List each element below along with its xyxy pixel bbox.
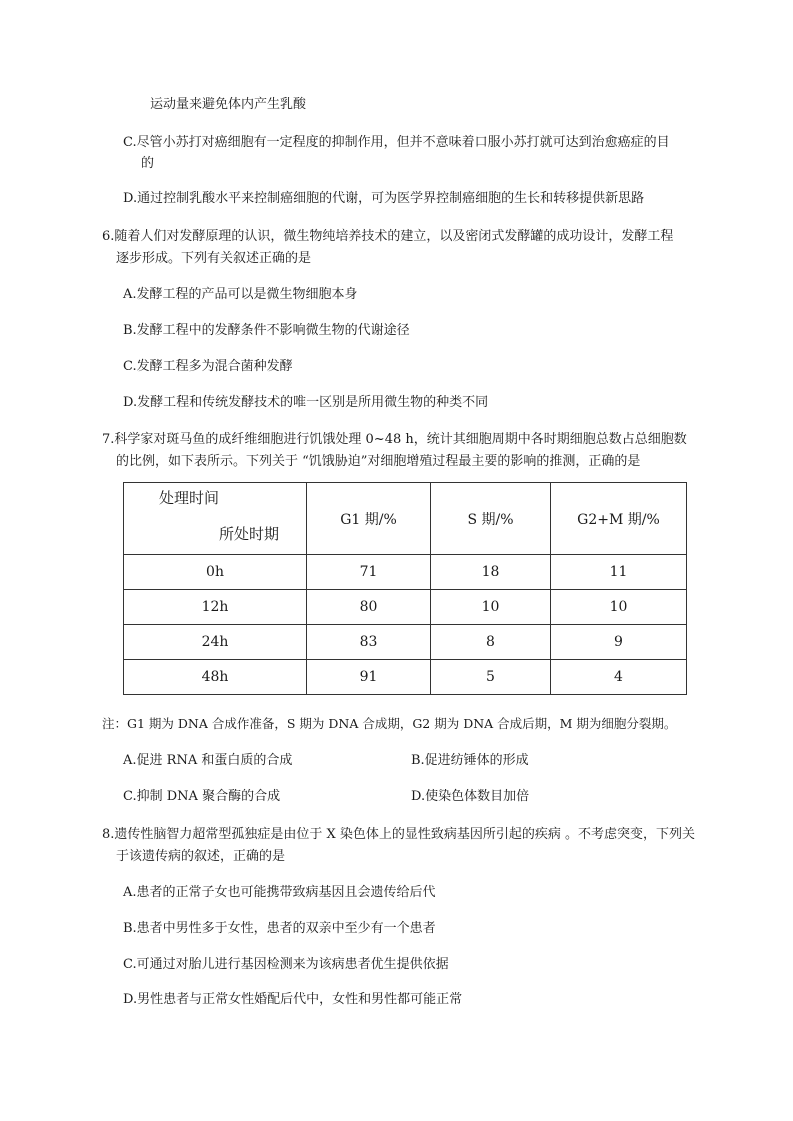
table-cell: 91 <box>307 660 431 695</box>
q6-option-a: A.发酵工程的产品可以是微生物细胞本身 <box>123 287 358 302</box>
corner-label-treatment-time: 处理时间 <box>159 489 220 507</box>
q8-stem-line1: 8.遗传性脑智力超常型孤独症是由位于 X 染色体上的显性致病基因所引起的疾病 。不考虑突变，下列关 <box>102 827 696 842</box>
table-cell: 18 <box>431 555 551 590</box>
column-header: G1 期/% <box>307 483 431 555</box>
table-cell: 80 <box>307 590 431 625</box>
table-corner-cell <box>124 483 307 555</box>
q6-option-b: B.发酵工程中的发酵条件不影响微生物的代谢途径 <box>123 323 410 338</box>
table-cell: 10 <box>551 590 687 625</box>
table-cell: 71 <box>307 555 431 590</box>
q7-stem-line1: 7.科学家对斑马鱼的成纤维细胞进行饥饿处理 0~48 h，统计其细胞周期中各时期细胞总数占总细胞数 <box>102 432 687 447</box>
table-header-row <box>124 483 687 555</box>
table-row <box>124 660 687 695</box>
table-cell: 4 <box>551 660 687 695</box>
q8-stem-line2: 于该遗传病的叙述，正确的是 <box>116 849 286 864</box>
q6-stem-line1: 6.随着人们对发酵原理的认识，微生物纯培养技术的建立，以及密闭式发酵罐的成功设计，发酵工程 <box>102 229 674 244</box>
q6-stem-line2: 逐步形成。下列有关叙述正确的是 <box>116 251 312 266</box>
corner-label-phase: 所处时期 <box>219 525 280 543</box>
q6-option-c: C.发酵工程多为混合菌种发酵 <box>123 359 293 374</box>
column-header: G2+M 期/% <box>551 483 687 555</box>
q5-option-c-line1: C.尽管小苏打对癌细胞有一定程度的抑制作用，但并不意味着口服小苏打就可达到治愈癌症的目 <box>123 135 670 150</box>
q8-option-b: B.患者中男性多于女性，患者的双亲中至少有一个患者 <box>123 921 436 936</box>
table-cell: 48h <box>124 660 307 695</box>
table-cell: 9 <box>551 625 687 660</box>
table-cell: 11 <box>551 555 687 590</box>
table-cell: 83 <box>307 625 431 660</box>
table-row <box>124 625 687 660</box>
table-cell: 24h <box>124 625 307 660</box>
q7-option-c: C.抑制 DNA 聚合酶的合成 <box>123 789 281 804</box>
column-header: S 期/% <box>431 483 551 555</box>
q5-option-d: D.通过控制乳酸水平来控制癌细胞的代谢，可为医学界控制癌细胞的生长和转移提供新思路 <box>123 191 645 206</box>
table-cell: 12h <box>124 590 307 625</box>
q7-option-b: B.促进纺锤体的形成 <box>411 753 529 768</box>
table-cell: 5 <box>431 660 551 695</box>
q6-option-d: D.发酵工程和传统发酵技术的唯一区别是所用微生物的种类不同 <box>123 395 489 410</box>
table-cell: 0h <box>124 555 307 590</box>
q5-option-b-tail: 运动量来避免体内产生乳酸 <box>150 97 307 112</box>
q8-option-c: C.可通过对胎儿进行基因检测来为该病患者优生提供依据 <box>123 957 449 972</box>
q7-option-d: D.使染色体数目加倍 <box>411 789 530 804</box>
table-row <box>124 555 687 590</box>
table-row <box>124 590 687 625</box>
q7-table-note: 注：G1 期为 DNA 合成作准备，S 期为 DNA 合成期，G2 期为 DNA 合成后期，M 期为细胞分裂期。 <box>102 716 677 731</box>
q5-option-c-line2: 的 <box>141 156 155 171</box>
q8-option-a: A.患者的正常子女也可能携带致病基因且会遗传给后代 <box>123 885 436 900</box>
q7-stem-line2: 的比例，如下表所示。下列关于 “饥饿胁迫”对细胞增殖过程最主要的影响的推测，正确的是 <box>116 454 641 469</box>
q8-option-d: D.男性患者与正常女性婚配后代中，女性和男性都可能正常 <box>123 992 463 1007</box>
cell-cycle-table <box>123 482 687 695</box>
table-cell: 8 <box>431 625 551 660</box>
q7-option-a: A.促进 RNA 和蛋白质的合成 <box>123 753 293 768</box>
table-cell: 10 <box>431 590 551 625</box>
